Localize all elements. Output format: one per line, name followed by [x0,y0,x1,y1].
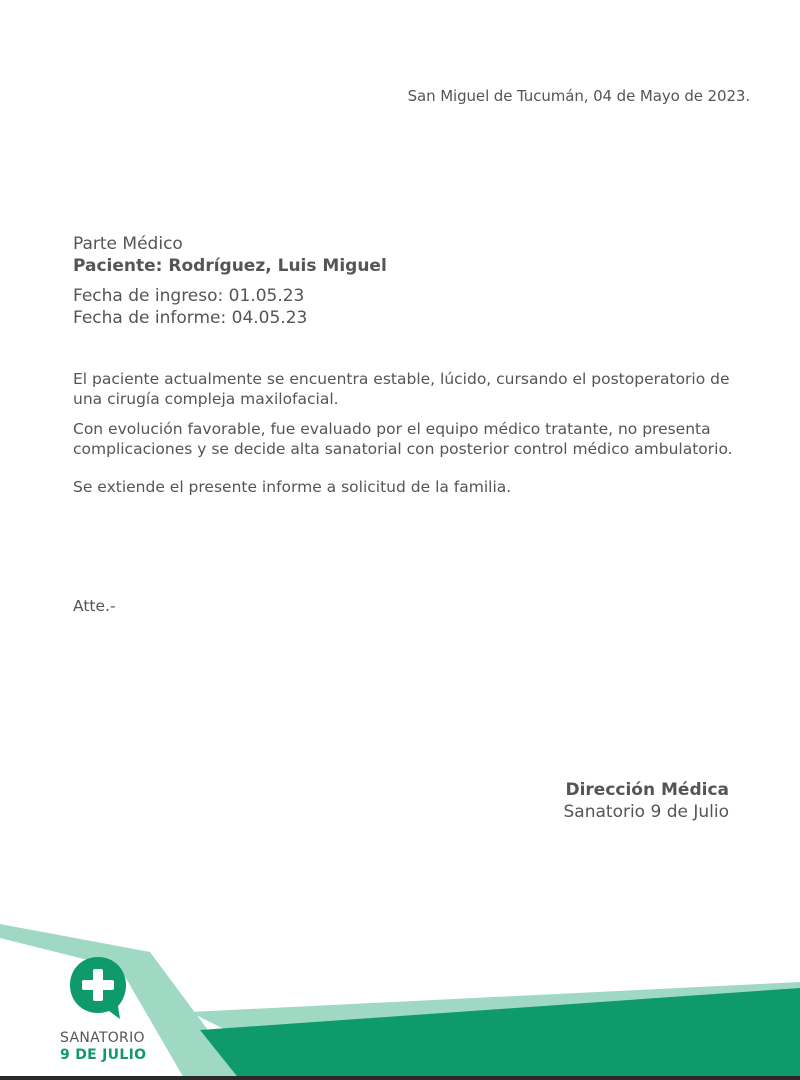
patient-name: Paciente: Rodríguez, Luis Miguel [73,256,387,276]
medical-cross-icon [68,955,128,1021]
admission-date: Fecha de ingreso: 01.05.23 [73,286,305,306]
report-date: Fecha de informe: 04.05.23 [73,308,308,328]
signature-institution: Sanatorio 9 de Julio [563,802,729,822]
logo-subname: 9 DE JULIO [60,1047,147,1063]
paragraph-request: Se extiende el presente informe a solicitud de la familia. [73,478,512,496]
report-dates [73,285,753,329]
signature-block [564,779,730,823]
logo-name: SANATORIO [60,1030,145,1046]
signature-department: Dirección Médica [565,780,729,800]
place-date: San Miguel de Tucumán, 04 de Mayo de 2023. [407,87,750,105]
document-title: Parte Médico [73,234,183,254]
report-header [73,233,753,329]
paragraph-status: El paciente actualmente se encuentra estable, lúcido, cursando el postoperatorio de una cirugía compleja maxilofacial. [73,370,730,408]
sanatorio-logo [60,1030,146,1064]
closing-salutation: Atte.- [73,597,116,615]
paragraph-evolution: Con evolución favorable, fue evaluado por el equipo médico tratante, no presenta complicaciones y se decide alta sanatorial con posterior control médico ambulatorio. [73,420,733,458]
bottom-edge [0,1076,800,1080]
report-body [73,369,773,507]
